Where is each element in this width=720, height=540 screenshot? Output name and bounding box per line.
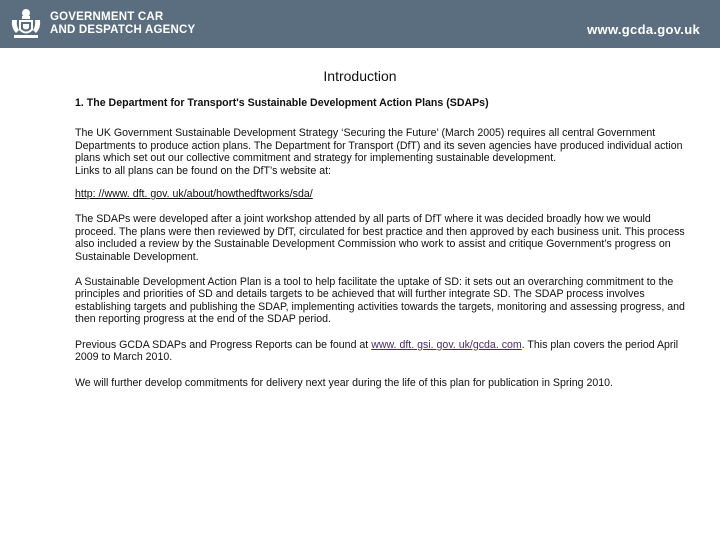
page-title: Introduction <box>323 68 397 84</box>
agency-logo[interactable] <box>8 6 195 42</box>
header-bar <box>0 0 720 48</box>
agency-name-line1: GOVERNMENT CAR <box>50 11 164 23</box>
paragraph-future-commitments: We will further develop commitments for delivery next year during the life of this plan for publication in Spring 2010. <box>75 376 613 389</box>
paragraph-previous-reports <box>75 339 685 364</box>
agency-name <box>50 11 195 37</box>
paragraph-strategy: The UK Government Sustainable Development Strategy ‘Securing the Future’ (March 2005) requires all central Government Departments to produce action plans. The Department for Transport (DfT) and its seven agencies have produced individual action plans which set out our collective commitment and strategy for implementing sustainable development. <box>75 127 683 165</box>
section-heading: 1. The Department for Transport's Sustainable Development Action Plans (SDAPs) <box>75 97 489 109</box>
agency-name-line2: AND DESPATCH AGENCY <box>50 24 196 36</box>
previous-reports-text: Previous GCDA SDAPs and Progress Reports can be found at <box>75 338 372 351</box>
royal-crest-icon <box>8 6 44 42</box>
paragraph-workshop: The SDAPs were developed after a joint workshop attended by all parts of DfT where it was decided broadly how we would proceed. The plans were then reviewed by DfT, circulated for best practice and then approved by each business unit. This process also included a review by the Sustainable Development Commission who work to assist and critique Government’s progress on Sustainable Development. <box>75 213 685 263</box>
paragraph-sdap-tool: A Sustainable Development Action Plan is a tool to help facilitate the uptake of SD: it sets out an overarching commitment to the principles and priorities of SD and details targets to be achieved that will further integrate SD. The SDAP process involves establishing targets and publishing the SDAP, implementing activities towards the targets, monitoring and assessing progress, and then reporting progress at the end of the SDAP period. <box>75 276 685 326</box>
dft-link-line <box>75 188 685 200</box>
plan-period-text: . This plan covers the period April 2009 to March 2010. <box>75 338 679 364</box>
dft-sda-link[interactable]: http: //www. dft. gov. uk/about/howthedftworks/sda/ <box>75 188 313 201</box>
paragraph-links: Links to all plans can be found on the DfT’s website at: <box>75 164 331 177</box>
website-url[interactable]: www.gcda.gov.uk <box>587 22 700 37</box>
gcda-link[interactable]: www. dft. gsi. gov. uk/gcda. com <box>371 338 522 351</box>
document-body <box>75 97 685 389</box>
